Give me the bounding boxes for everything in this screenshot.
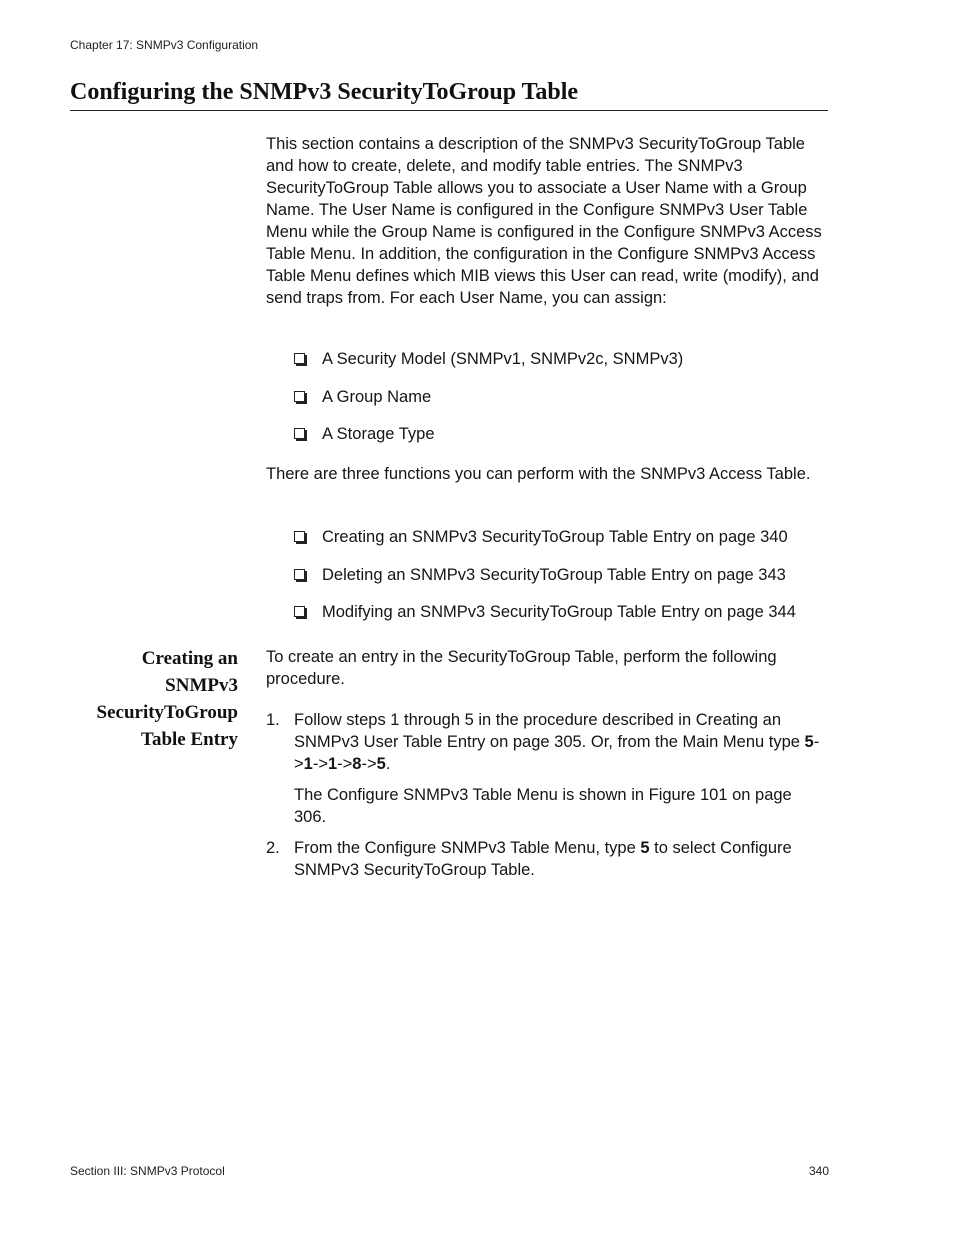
subsection-heading: Creating an SNMPv3 SecurityToGroup Table Entry [96, 648, 238, 750]
step-item [266, 837, 828, 881]
checkbox-bullet-icon [294, 531, 305, 542]
step-text: Follow steps 1 through 5 in the procedure described in Creating an SNMPv3 User Table Entry on page 305. Or, from the Main Menu type 5->1->1->8->5. [294, 711, 820, 773]
procedure-intro: To create an entry in the SecurityToGroup Table, perform the following procedure. [266, 648, 777, 688]
checkbox-bullet-icon [294, 353, 305, 364]
list-item: Deleting an SNMPv3 SecurityToGroup Table Entry on page 343 [294, 564, 834, 586]
checkbox-bullet-icon [294, 606, 305, 617]
list-item: A Storage Type [294, 423, 834, 445]
functions-list [294, 526, 834, 639]
functions-paragraph: There are three functions you can perform with the SNMPv3 Access Table. [266, 465, 811, 483]
step-text: From the Configure SNMPv3 Table Menu, type 5 to select Configure SNMPv3 SecurityToGroup Table. [294, 839, 792, 879]
page-number: 340 [809, 1164, 830, 1178]
footer-section: Section III: SNMPv3 Protocol [70, 1164, 225, 1178]
assign-list [294, 348, 834, 461]
step-number: 2. [266, 839, 280, 857]
step-item [266, 709, 828, 828]
checkbox-bullet-icon [294, 391, 305, 402]
checkbox-bullet-icon [294, 428, 305, 439]
running-header: Chapter 17: SNMPv3 Configuration [70, 38, 259, 52]
list-item: Creating an SNMPv3 SecurityToGroup Table Entry on page 340 [294, 526, 834, 548]
list-item: A Group Name [294, 386, 834, 408]
procedure-steps [266, 709, 828, 881]
checkbox-bullet-icon [294, 569, 305, 580]
list-item: Modifying an SNMPv3 SecurityToGroup Table Entry on page 344 [294, 601, 834, 623]
section-title: Configuring the SNMPv3 SecurityToGroup Table [70, 76, 828, 111]
list-item: A Security Model (SNMPv1, SNMPv2c, SNMPv3) [294, 348, 834, 370]
intro-paragraph: This section contains a description of the SNMPv3 SecurityToGroup Table and how to create, delete, and modify table entries. The SNMPv3 SecurityToGroup Table allows you to associate a User Name with a Group Name. The User Name is configured in the Configure SNMPv3 User Table Menu while the Group Name is configured in the Configure SNMPv3 Access Table Menu. In addition, the configuration in the Configure SNMPv3 Access Table Menu defines which MIB views this User can read, write (modify), and send traps from. For each User Name, you can assign: [266, 135, 822, 307]
step-number: 1. [266, 711, 280, 729]
step-note: The Configure SNMPv3 Table Menu is shown in Figure 101 on page 306. [294, 786, 792, 826]
